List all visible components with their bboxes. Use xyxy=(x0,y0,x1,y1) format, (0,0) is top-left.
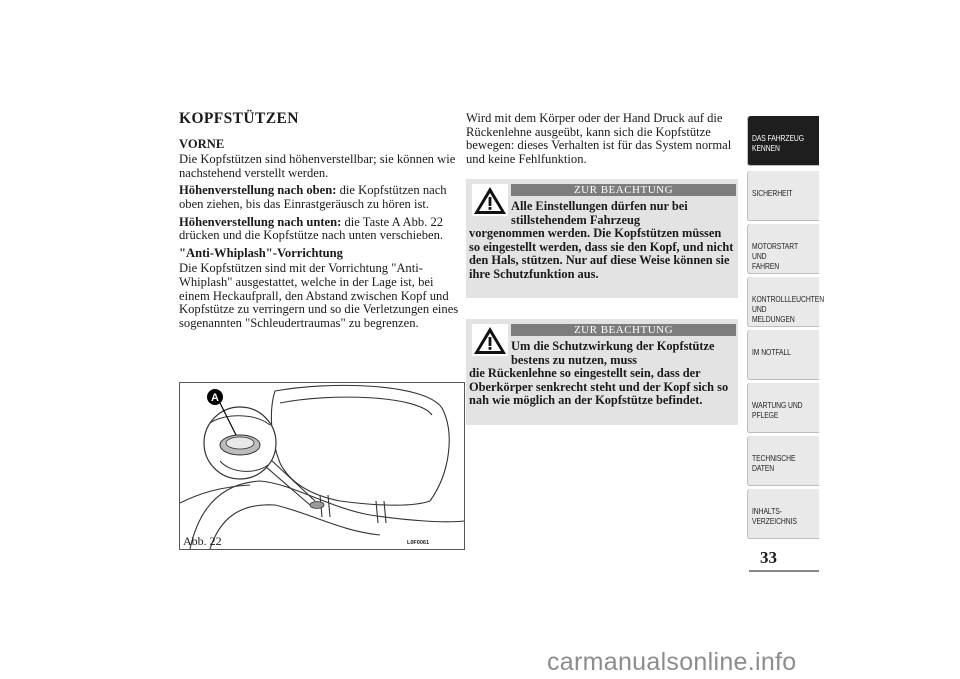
warning-box-1 xyxy=(466,179,738,298)
page-number: 33 xyxy=(760,548,777,567)
tab-label: KONTROLLLEUCHTEN UND MELDUNGEN xyxy=(752,294,825,324)
middle-column xyxy=(466,112,736,166)
tab-kontrollleuchten[interactable] xyxy=(747,277,825,327)
warning-text-1 xyxy=(469,200,735,282)
adjust-up-label: Höhenverstellung nach oben: xyxy=(179,183,337,198)
adjust-down-text: die Taste A Abb. 22 drücken und die Kopfstütze nach unten verschieben. xyxy=(179,214,444,243)
warning-text-2 xyxy=(469,340,735,408)
whiplash-paragraph: Die Kopfstützen sind mit der Vorrichtung "Anti-Whiplash" ausgestattet, welche in der Lage ist, bei einem Heckaufprall, den Abstand zwischen Kopf und Kopfstütze zu verringern und so die Verletzungen eines sogenannten "Schleudertraumas" zu begrenzen. xyxy=(179,261,459,330)
tab-label: DAS FAHRZEUG KENNEN xyxy=(752,133,804,153)
warning-box-2 xyxy=(466,319,738,425)
callout-label: A xyxy=(211,392,219,404)
tab-inhaltsverzeichnis[interactable] xyxy=(747,489,819,539)
tab-label: INHALTS- VERZEICHNIS xyxy=(752,506,797,526)
tab-das-fahrzeug-kennen[interactable] xyxy=(747,116,819,166)
adjust-down-paragraph xyxy=(179,216,463,243)
tab-sicherheit[interactable] xyxy=(747,171,819,221)
middle-paragraph: Wird mit dem Körper oder der Hand Druck auf die Rückenlehne ausgeübt, kann sich die Kopfstütze bewegen: dieses Verhalten ist für das System normal und keine Fehlfunktion. xyxy=(466,111,732,166)
adjust-up-text: die Kopfstützen nach oben ziehen, bis das Einrastgeräusch zu hören ist. xyxy=(179,183,447,211)
figure-code: L0F0061 xyxy=(407,540,430,546)
section-title: KOPFSTÜTZEN xyxy=(179,110,299,127)
adjust-down-label: Höhenverstellung nach unten: xyxy=(179,214,342,229)
warning-text-2-rest: die Rückenlehne so eingestellt sein, dass der Oberkörper senkrecht steht und der Kopf sich so nah wie möglich an der Kopfstütze befindet. xyxy=(469,366,729,408)
left-column xyxy=(179,112,463,334)
warning-text-1-lead: Alle Einstellungen dürfen nur bei stillstehendem Fahrzeug xyxy=(511,199,688,227)
warning-text-1-rest: vorgenommen werden. Die Kopfstützen müssen so eingestellt werden, dass sie den Kopf, und nicht den Hals, stützen. Nur auf diese Weise können sie ihre Schutzfunktion aus. xyxy=(469,226,734,281)
tab-motorstart-und-fahren[interactable] xyxy=(747,224,819,274)
tab-im-notfall[interactable] xyxy=(747,330,819,380)
tab-label: TECHNISCHE DATEN xyxy=(752,453,796,473)
headrest-figure xyxy=(179,382,465,550)
tab-label: IM NOTFALL xyxy=(752,347,791,357)
tab-technische-daten[interactable] xyxy=(747,436,819,486)
whiplash-heading: "Anti-Whiplash"-Vorrichtung xyxy=(179,245,343,260)
subsection-front: VORNE xyxy=(179,136,225,151)
tab-label: MOTORSTART UND FAHREN xyxy=(752,241,798,271)
page-number-rule xyxy=(749,570,819,572)
tab-label: WARTUNG UND PFLEGE xyxy=(752,400,803,420)
figure-caption: Abb. 22 xyxy=(183,534,222,548)
warning-heading-2: ZUR BEACHTUNG xyxy=(511,324,736,336)
warning-text-2-lead: Um die Schutzwirkung der Kopfstütze bestens zu nutzen, muss xyxy=(511,339,715,367)
warning-heading-1: ZUR BEACHTUNG xyxy=(511,184,736,196)
watermark: carmanualsonline.info xyxy=(547,648,797,676)
intro-paragraph: Die Kopfstützen sind höhenverstellbar; sie können wie nachstehend verstellt werden. xyxy=(179,152,456,180)
adjust-up-paragraph xyxy=(179,184,463,211)
tab-wartung-und-pflege[interactable] xyxy=(747,383,819,433)
tab-label: SICHERHEIT xyxy=(752,188,793,198)
headrest-illustration xyxy=(180,383,464,549)
